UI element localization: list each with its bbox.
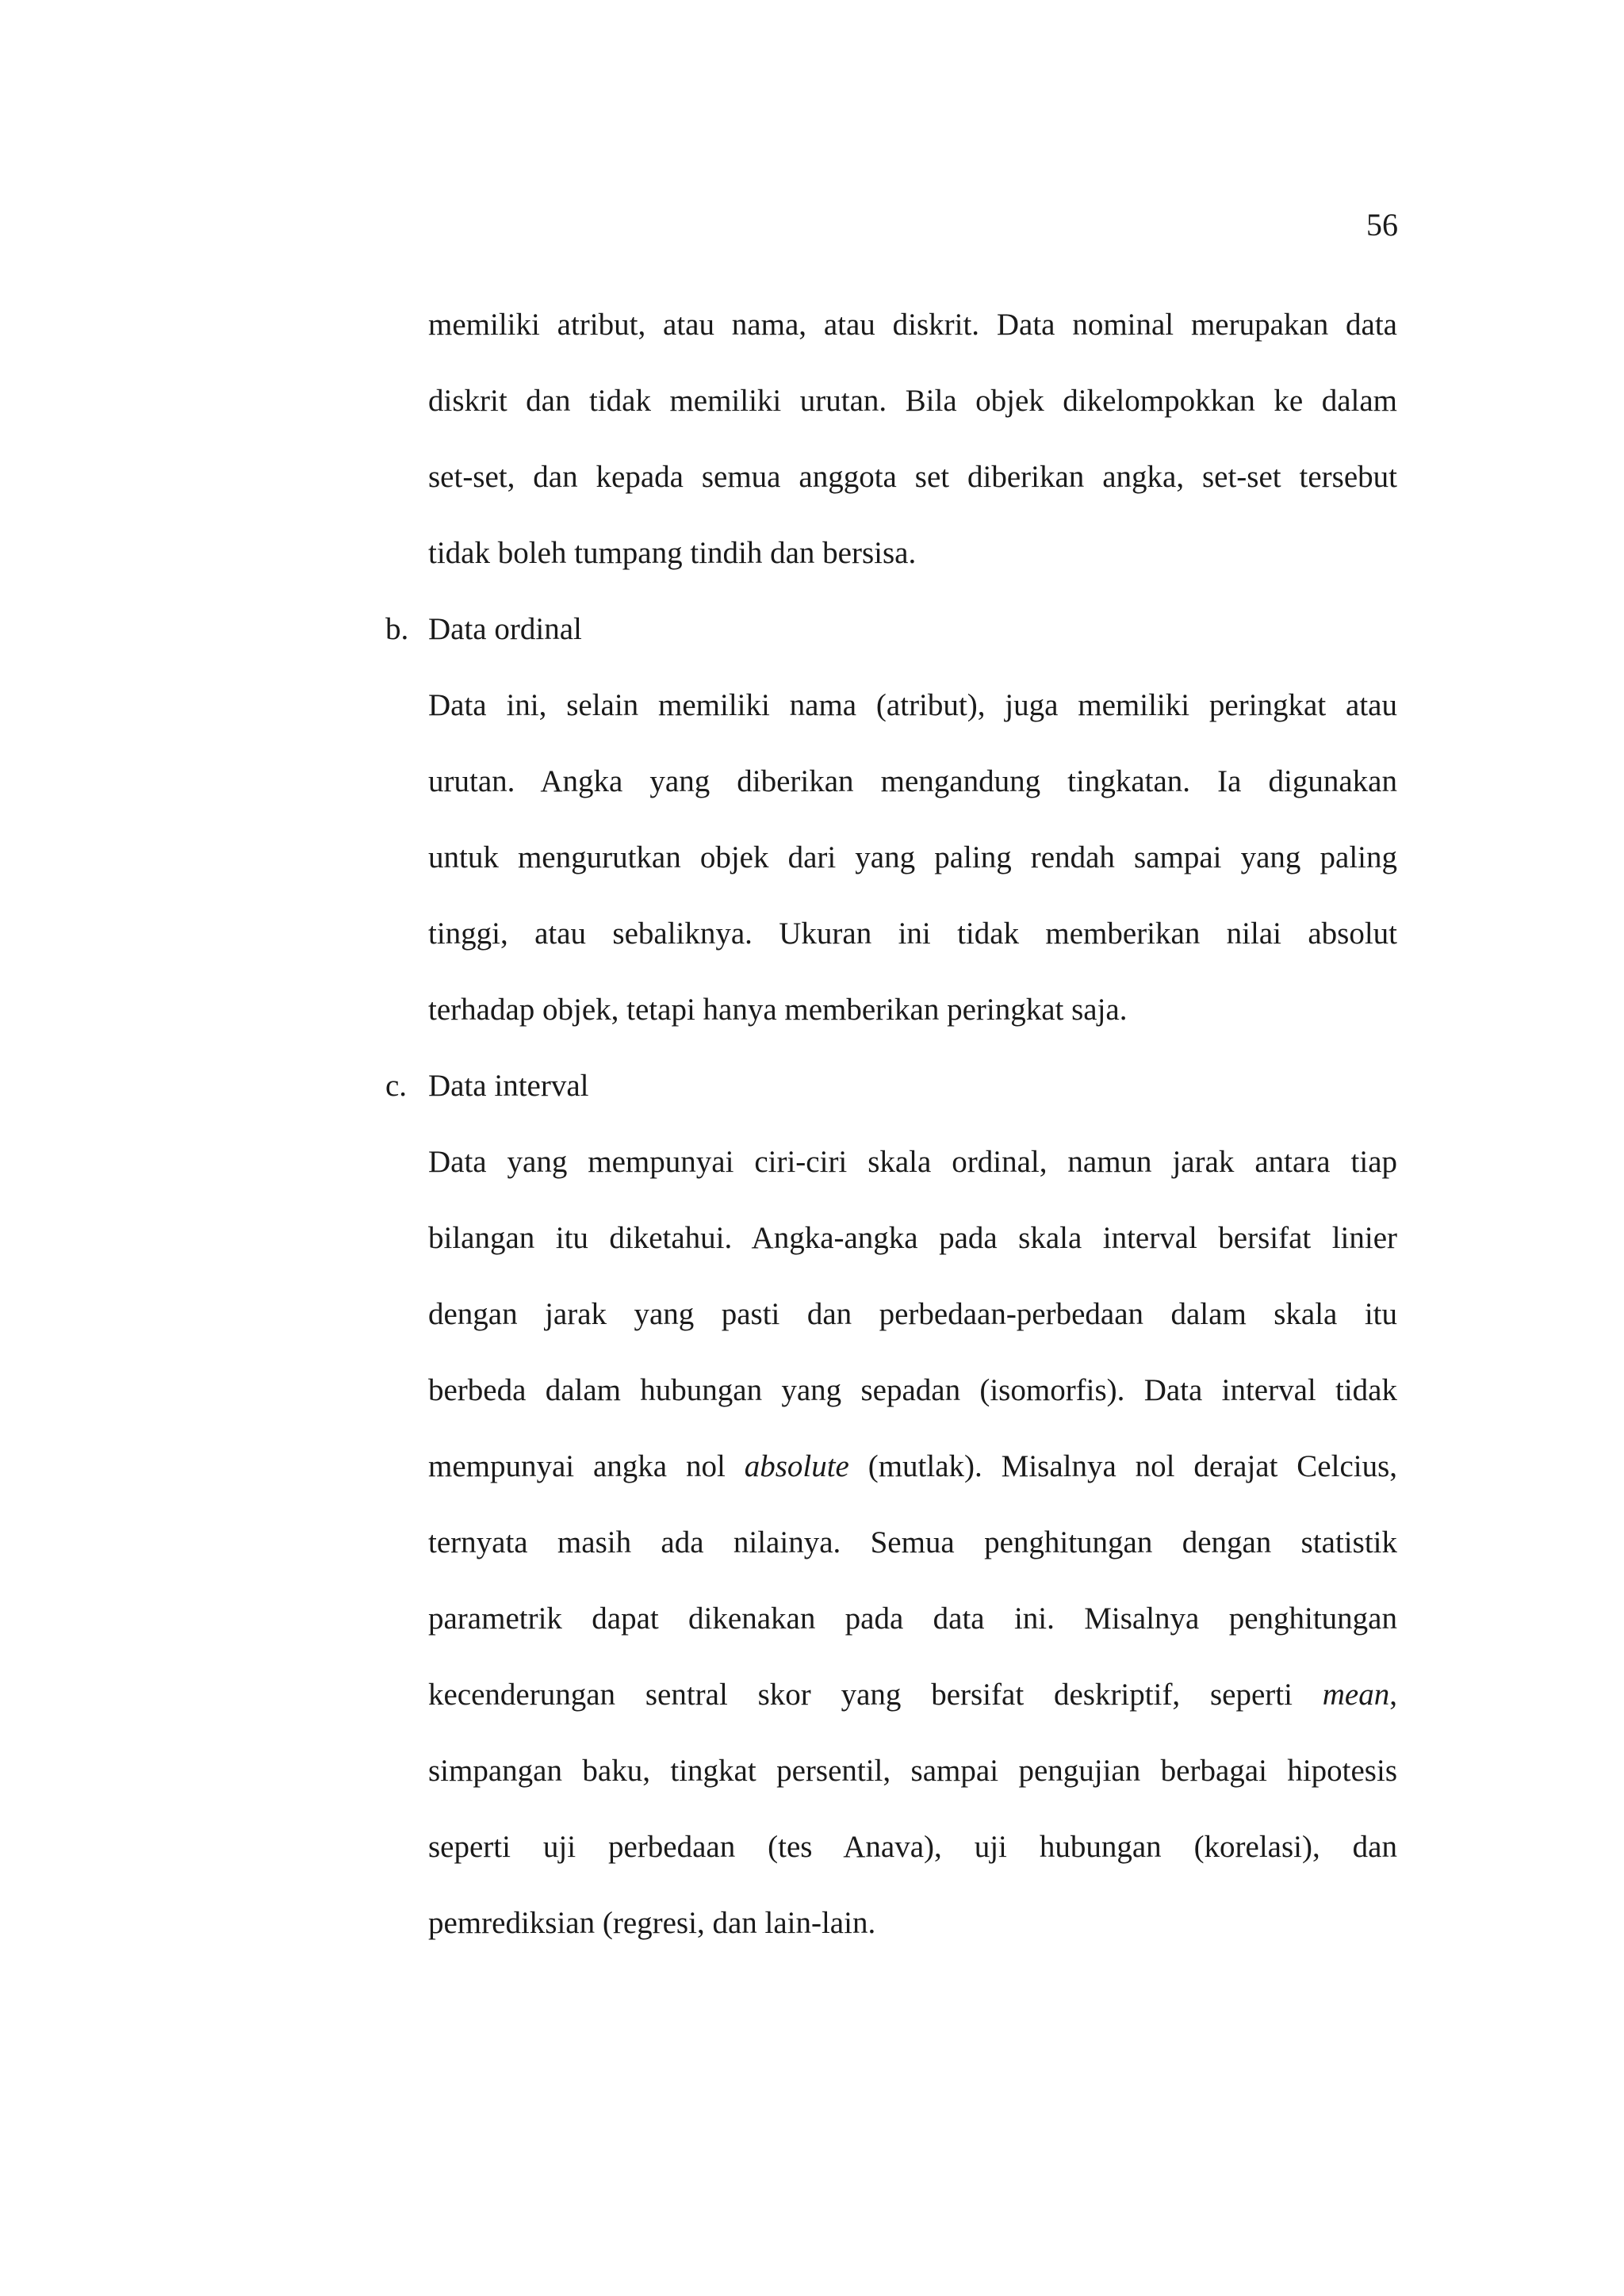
intro-line-2: diskrit dan tidak memiliki urutan. Bila objek dikelompokkan ke dalam <box>428 384 1397 418</box>
section-c-line-4: berbeda dalam hubungan yang sepadan (isomorfis). Data interval tidak <box>428 1373 1397 1407</box>
section-b-line-2: urutan. Angka yang diberikan mengandung tingkatan. Ia digunakan <box>428 764 1397 798</box>
line-8-text-after: , <box>1389 1678 1397 1712</box>
section-c-line-11: pemrediksian (regresi, dan lain-lain. <box>428 1906 876 1940</box>
section-c-line-9: simpangan baku, tingkat persentil, sampai pengujian berbagai hipotesis <box>428 1754 1397 1788</box>
section-b-line-5: terhadap objek, tetapi hanya memberikan peringkat saja. <box>428 993 1128 1027</box>
intro-line-4: tidak boleh tumpang tindih dan bersisa. <box>428 536 917 570</box>
section-c-label: c. <box>385 1069 408 1103</box>
section-c-line-2: bilangan itu diketahui. Angka-angka pada skala interval bersifat linier <box>428 1221 1397 1255</box>
section-c-line-1: Data yang mempunyai ciri-ciri skala ordinal, namun jarak antara tiap <box>428 1145 1397 1179</box>
section-b-line-4: tinggi, atau sebaliknya. Ukuran ini tidak memberikan nilai absolut <box>428 916 1397 951</box>
section-b-label: b. <box>385 612 409 646</box>
section-c-line-6: ternyata masih ada nilainya. Semua penghitungan dengan statistik <box>428 1525 1397 1559</box>
section-b-line-1: Data ini, selain memiliki nama (atribut), juga memiliki peringkat atau <box>428 688 1397 722</box>
line-5-text-after: (mutlak). Misalnya nol derajat Celcius, <box>868 1449 1398 1483</box>
line-5-text-before: mempunyai angka nol <box>428 1449 726 1483</box>
italic-term-mean: mean <box>1322 1678 1390 1712</box>
section-c-line-7: parametrik dapat dikenakan pada data ini. Misalnya penghitungan <box>428 1601 1397 1636</box>
section-c-line-3: dengan jarak yang pasti dan perbedaan-perbedaan dalam skala itu <box>428 1297 1397 1331</box>
section-c-line-8 <box>428 1674 1397 1716</box>
italic-term-absolute: absolute <box>744 1449 849 1483</box>
page-number: 56 <box>1366 207 1398 243</box>
section-b-line-3: untuk mengurutkan objek dari yang paling rendah sampai yang paling <box>428 840 1397 874</box>
line-8-text-before: kecenderungan sentral skor yang bersifat deskriptif, seperti <box>428 1678 1293 1712</box>
intro-line-3: set-set, dan kepada semua anggota set diberikan angka, set-set tersebut <box>428 460 1397 494</box>
section-c-line-5 <box>428 1446 1397 1487</box>
section-b-heading: Data ordinal <box>428 612 582 646</box>
intro-line-1: memiliki atribut, atau nama, atau diskrit. Data nominal merupakan data <box>428 308 1397 342</box>
section-c-heading: Data interval <box>428 1069 589 1103</box>
section-c-line-10: seperti uji perbedaan (tes Anava), uji hubungan (korelasi), dan <box>428 1830 1397 1864</box>
